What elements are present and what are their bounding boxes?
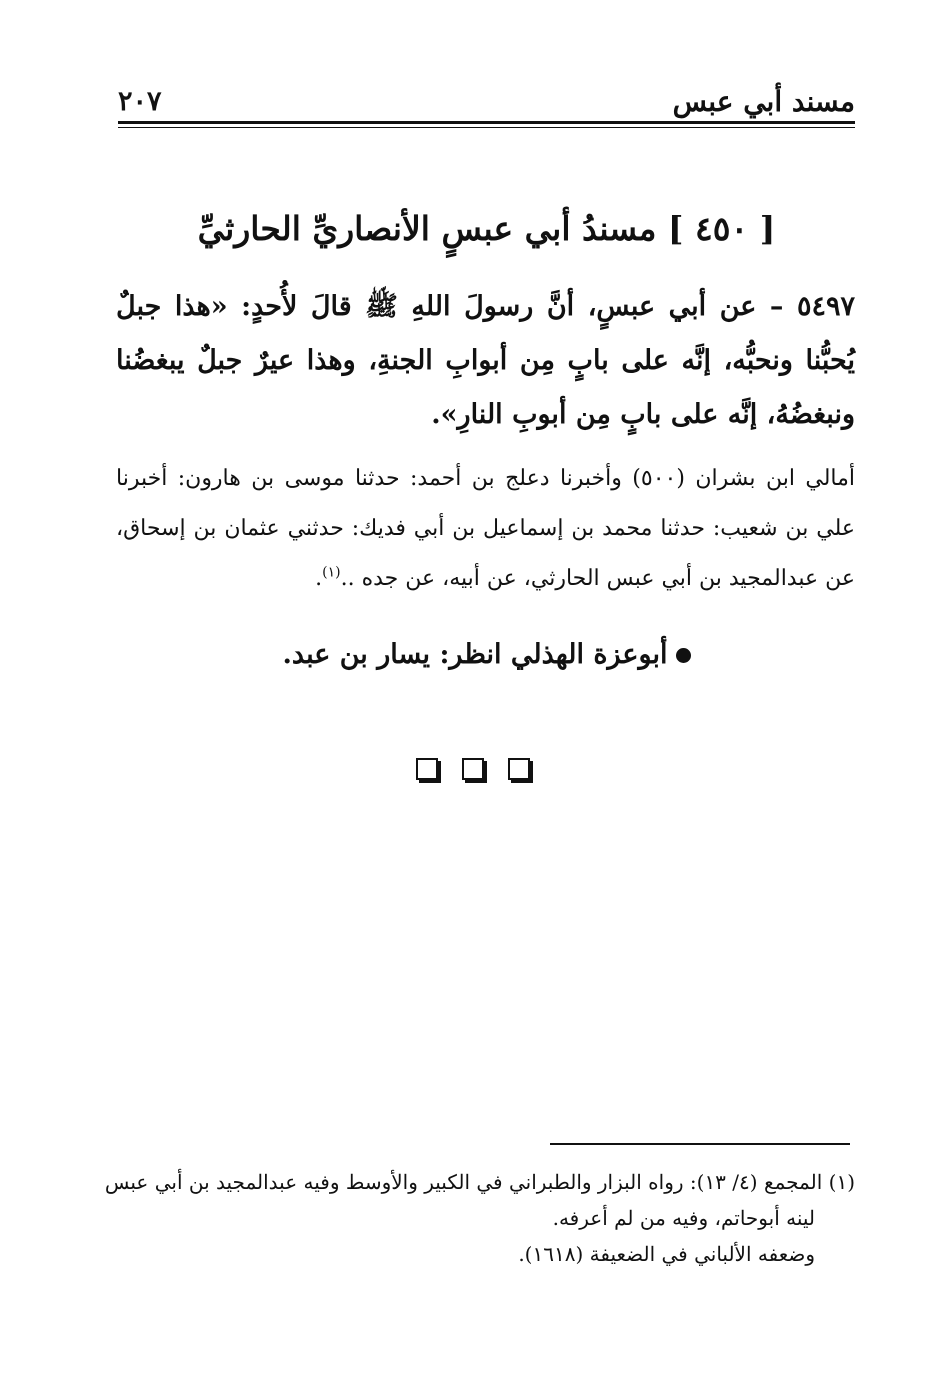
- footnotes: [104, 1164, 855, 1272]
- cross-reference: [118, 632, 855, 678]
- footnote-line: لينه أبوحاتم، وفيه من لم أعرفه.: [552, 1206, 815, 1230]
- section-title: [ ٤٥٠ ] مسندُ أبي عبسٍ الأنصاريِّ الحارثيِّ: [197, 209, 776, 248]
- bullet-icon: [676, 648, 691, 663]
- footnote-line: (١) المجمع (٤/ ١٣): رواه البزار والطبراني في الكبير والأوسط وفيه عبدالمجيد بن أبي عبس: [104, 1170, 855, 1194]
- header-rule-thin: [118, 127, 855, 128]
- page-number: ٢٠٧: [118, 86, 162, 117]
- footnote-line: وضعفه الألباني في الضعيفة (١٦١٨).: [518, 1242, 815, 1266]
- isnad-text: أمالي ابن بشران (٥٠٠) وأخبرنا دعلج بن أحمد: حدثنا موسى بن هارون: أخبرنا علي بن شعيب: حدثنا محمد بن إسماعيل بن أبي فديك: حدثني عثمان بن إسحاق، عن عبدالمجيد بن أبي عبس الحارثي، عن أبيه، عن جده ..: [116, 466, 856, 591]
- square-ornament-icon: [462, 758, 484, 780]
- footnote-marker: (١): [322, 564, 341, 581]
- hadith-text: ٥٤٩٧ – عن أبي عبسٍ، أنَّ رسولَ اللهِ ﷺ قالَ لأُحدٍ: «هذا جبلٌ يُحبُّنا ونحبُّه، إنَّه على بابٍ مِن أبوابِ الجنةِ، وهذا عيرٌ جبلٌ يبغضُنا ونبغضُهُ، إنَّه على بابٍ مِن أبوبِ النارِ».: [116, 291, 855, 430]
- cross-reference-text: أبوعزة الهذلي انظر: يسار بن عبد.: [282, 639, 668, 670]
- footnote-rule: [550, 1143, 850, 1145]
- end-ornament: [0, 758, 945, 780]
- header-rule-thick: [118, 121, 855, 124]
- running-header: [118, 84, 855, 120]
- square-ornament-icon: [416, 758, 438, 780]
- isnad-paragraph: أمالي ابن بشران (٥٠٠) وأخبرنا دعلج بن أحمد: حدثنا موسى بن هارون: أخبرنا علي بن شعيب: حدثنا محمد بن إسماعيل بن أبي فديك: حدثني عثمان بن إسحاق، عن عبدالمجيد بن أبي عبس الحارثي، عن أبيه، عن جده ..$^{(١)}$.: [116, 466, 856, 591]
- running-title: مسند أبي عبس: [672, 85, 855, 118]
- square-ornament-icon: [508, 758, 530, 780]
